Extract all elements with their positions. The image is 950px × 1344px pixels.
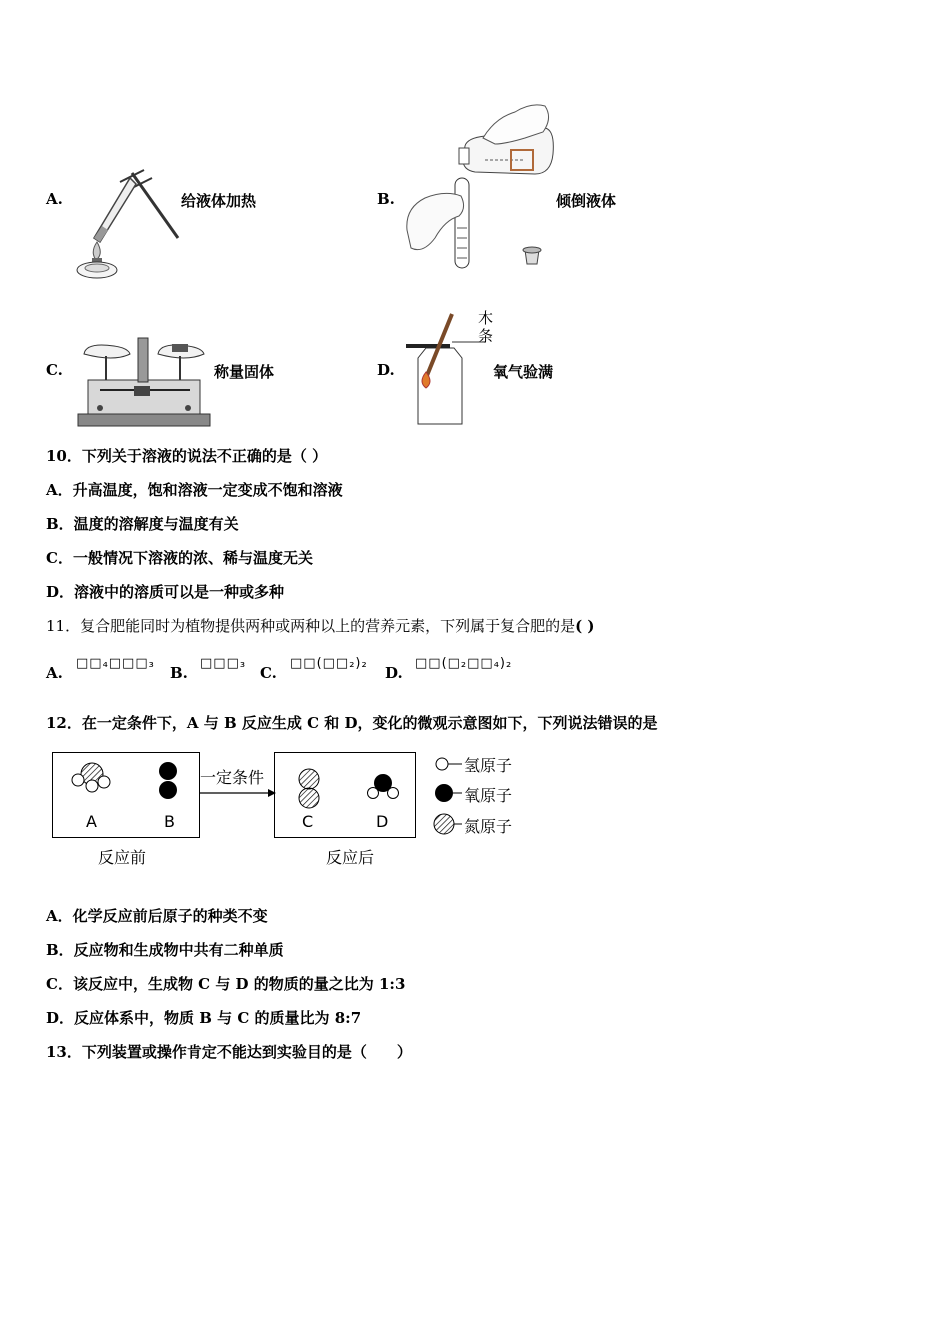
option-a-letter: A. [46, 190, 63, 208]
option-c-label: 称量固体 [214, 363, 275, 381]
q10-stem: 10．下列关于溶液的说法不正确的是（ ） [46, 447, 328, 465]
q10-option-b: B．温度的溶解度与温度有关 [46, 515, 239, 533]
legend-nitrogen-symbol [434, 814, 462, 834]
pouring-liquid-figure [405, 98, 555, 278]
q11-option-d-formula: □□(□₂□□₄)₂ [415, 656, 513, 671]
q10-option-c: C．一般情况下溶液的浓、稀与温度无关 [46, 549, 313, 567]
q12-option-b: B．反应物和生成物中共有二种单质 [46, 941, 284, 959]
option-a-label: 给液体加热 [181, 192, 257, 210]
q11-option-d-letter: D. [385, 664, 403, 682]
before-caption: 反应前 [98, 848, 147, 867]
q12-stem: 12．在一定条件下，A 与 B 反应生成 C 和 D，变化的微观示意图如下，下列说法错误的是 [46, 714, 658, 732]
q11-paren: ( ) [575, 617, 595, 635]
q12-option-c: C．该反应中，生成物 C 与 D 的物质的量之比为 1:3 [46, 975, 406, 993]
molecule-d-water [368, 774, 399, 799]
q11-option-a-letter: A. [46, 664, 63, 682]
q11-stem-text: 11．复合肥能同时为植物提供两种或两种以上的营养元素，下列属于复合肥的是 [46, 617, 576, 635]
label-c: C [302, 812, 314, 831]
option-c-letter: C. [46, 361, 63, 379]
label-a: A [86, 812, 97, 831]
after-caption: 反应后 [326, 848, 375, 867]
legend-hydrogen-symbol [436, 758, 462, 770]
q11-option-c-letter: C. [260, 664, 277, 682]
legend-hydrogen-text: 氢原子 [464, 756, 513, 775]
legend-oxygen-symbol [435, 784, 462, 802]
q13-stem: 13．下列装置或操作肯定不能达到实验目的是（ ） [46, 1043, 412, 1061]
option-d-label: 氧气验满 [493, 363, 554, 381]
option-b-letter: B. [377, 190, 395, 208]
balance-figure [74, 332, 214, 428]
q10-option-a: A．升高温度，饱和溶液一定变成不饱和溶液 [46, 481, 343, 499]
reaction-condition: 一定条件 [200, 768, 265, 787]
wood-label-bottom: 条 [478, 327, 494, 345]
wood-label-top: 木 [478, 309, 494, 327]
option-d-letter: D. [377, 361, 395, 379]
q11-option-b-letter: B. [170, 664, 188, 682]
wood-splint-label [478, 309, 493, 345]
label-b: B [164, 812, 175, 831]
q11-option-c-formula: □□(□□₂)₂ [290, 656, 368, 671]
legend-nitrogen-text: 氮原子 [464, 817, 513, 836]
q10-option-d: D．溶液中的溶质可以是一种或多种 [46, 583, 285, 601]
heating-liquid-figure [72, 168, 182, 280]
option-b-label: 倾倒液体 [556, 192, 617, 210]
q12-option-a: A．化学反应前后原子的种类不变 [46, 907, 268, 925]
molecule-a-ammonia [72, 763, 110, 792]
label-d: D [376, 812, 389, 831]
q11-option-a-formula: □□₄□□□₃ [76, 656, 155, 671]
molecule-c-nitrogen [299, 769, 319, 808]
q12-option-d: D．反应体系中，物质 B 与 C 的质量比为 8:7 [46, 1009, 362, 1027]
q11-stem [46, 615, 595, 636]
molecule-b-oxygen [159, 762, 177, 799]
q11-option-b-formula: □□□₃ [200, 656, 247, 671]
legend-oxygen-text: 氧原子 [464, 786, 513, 805]
